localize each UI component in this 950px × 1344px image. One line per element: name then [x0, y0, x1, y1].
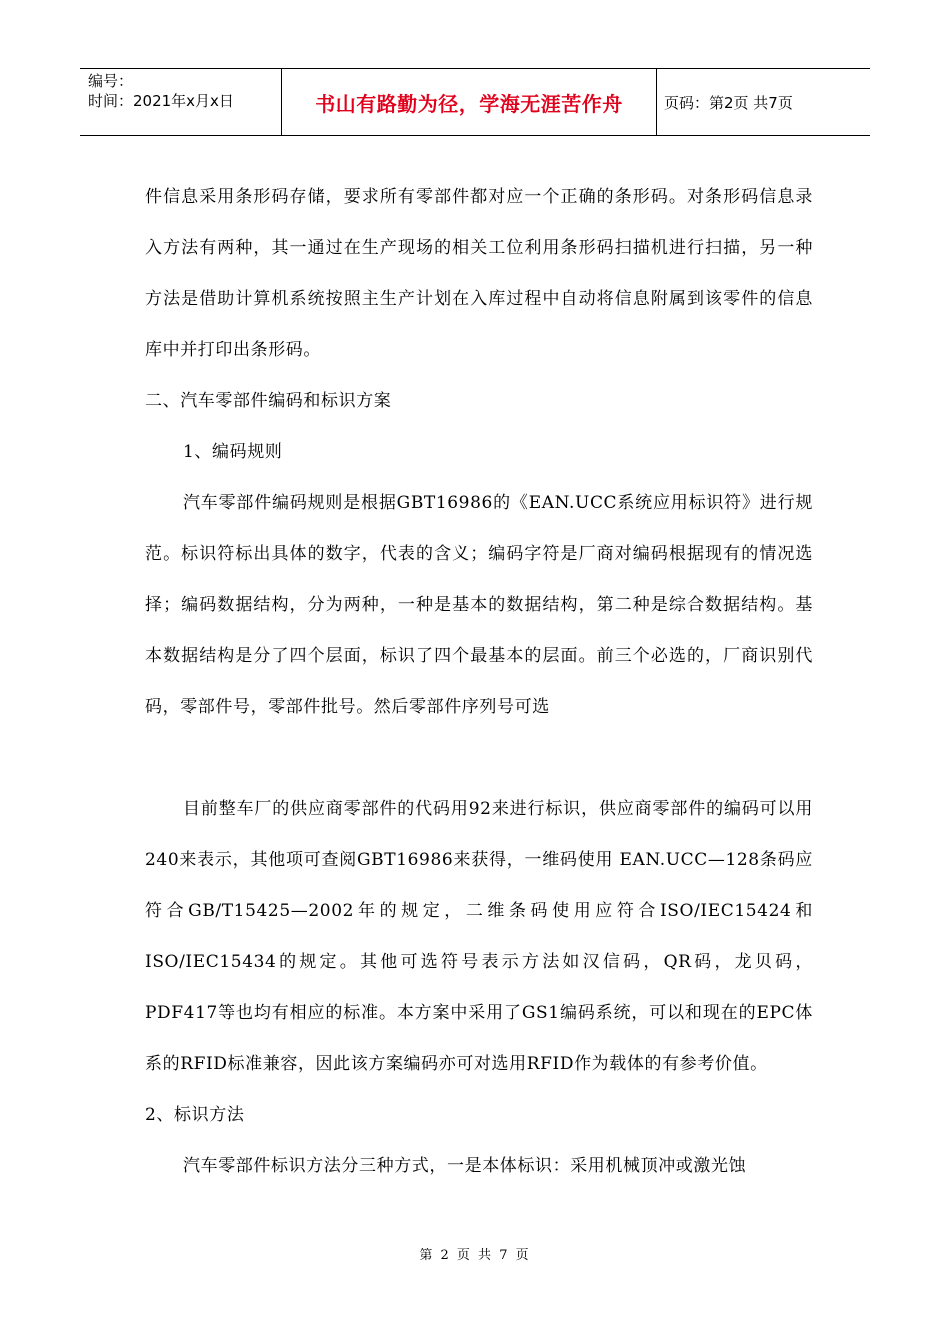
document-body: [145, 172, 813, 1192]
header-divider: [656, 69, 657, 136]
body-paragraph: 汽车零部件标识方法分三种方式，一是本体标识：采用机械顶冲或激光蚀: [183, 1156, 747, 1176]
header-page-info: 页码：第2页 共7页: [664, 94, 793, 112]
paragraph-gap: [145, 733, 813, 784]
header-meta: [88, 71, 278, 111]
page-footer: 第 2 页 共 7 页: [419, 1248, 531, 1263]
body-paragraph: 目前整车厂的供应商零部件的代码用92来进行标识，供应商零部件的编码可以用240来表示，其他项可查阅GBT16986来获得，一维码使用 EAN.UCC—128条码应符合GB/T15425—2002年的规定，二维条码使用应符合ISO/IEC15424和ISO/IEC15434的规定。其他可选符号表示方法如汉信码，QR码，龙贝码， PDF417等也均有相应的标准。本方案中采用了GS1编码系统，可以和现在的EPC体系的RFID标准兼容，因此该方案编码亦可对选用RFID作为载体的有参考价值。: [145, 799, 813, 1074]
header-number-label: 编号：: [88, 72, 134, 90]
subsection-heading: 1、编码规则: [183, 442, 283, 462]
body-paragraph: 汽车零部件编码规则是根据GBT16986的《EAN.UCC系统应用标识符》进行规范。标识符标出具体的数字，代表的含义；编码字符是厂商对编码根据现有的情况选择；编码数据结构，分为两种，一种是基本的数据结构，第二种是综合数据结构。基本数据结构是分了四个层面，标识了四个最基本的层面。前三个必选的，厂商识别代码，零部件号，零部件批号。然后零部件序列号可选: [145, 493, 813, 717]
header-time-label: 时间：2021年x月x日: [88, 92, 234, 110]
section-heading: 二、汽车零部件编码和标识方案: [145, 391, 392, 411]
page-header: [80, 68, 870, 136]
body-paragraph: 件信息采用条形码存储，要求所有零部件都对应一个正确的条形码。对条形码信息录入方法有两种，其一通过在生产现场的相关工位利用条形码扫描机进行扫描，另一种方法是借助计算机系统按照主生产计划在入库过程中自动将信息附属到该零件的信息库中并打印出条形码。: [145, 187, 813, 360]
header-motto: 书山有路勤为径，学海无涯苦作舟: [315, 92, 623, 116]
subsection-heading: 2、标识方法: [145, 1105, 245, 1125]
